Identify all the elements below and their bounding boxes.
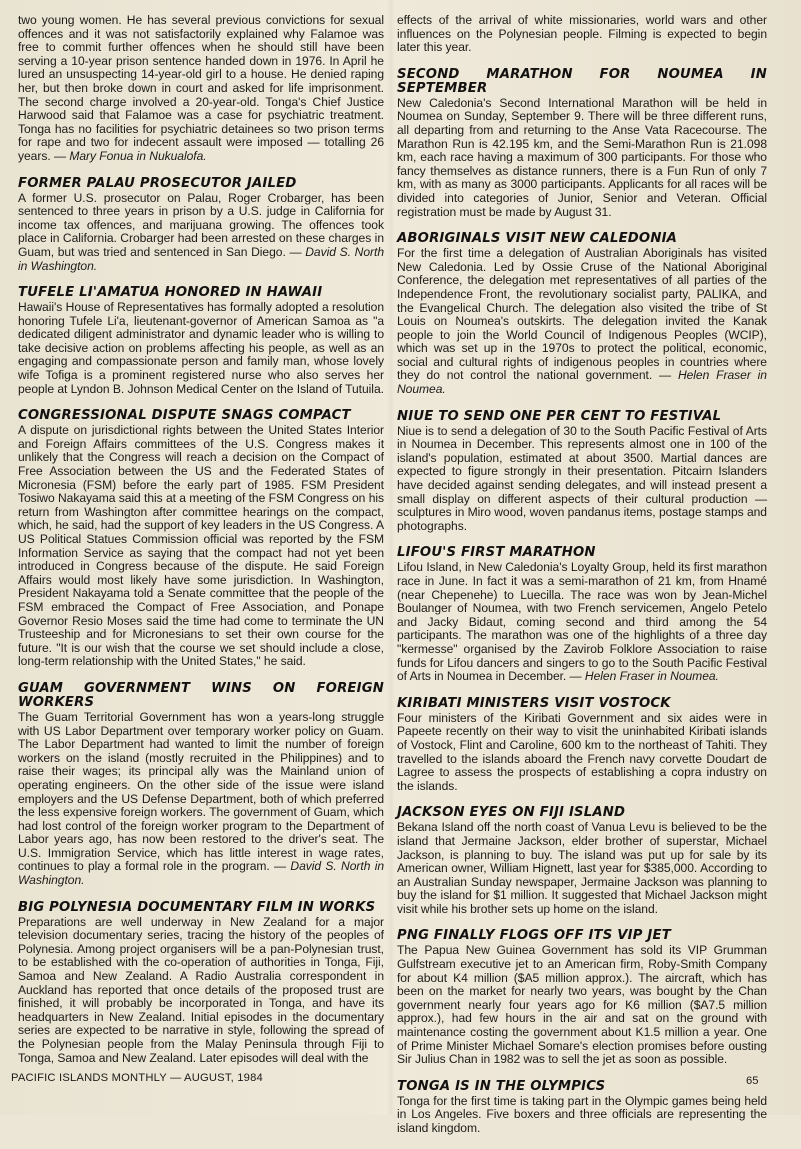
- article-byline: David S. North in Washington.: [18, 859, 385, 888]
- article-kiribati: [397, 697, 767, 794]
- article-marathon: [397, 68, 767, 219]
- article-text: The Guam Territorial Government has won a years-long struggle with US Labor Department over temporary worker policy on Guam. The Labor Department had wanted to limit the number of foreign workers on the island (mostly recruited in the Philippines) and to raise their wages; its principal ally was the Mainland union of operating engineers. On the other side of the issue were island employers and the US Defense Department, both of which preferred the less expensive foreign workers. The government of Guam, which had lost control of the foreign worker program to the Department of Labor years ago, has now been restored to the driver's seat. The U.S. Immigration Service, which has little interest in wage rates, continues to play a formal role in the program. —: [18, 709, 384, 874]
- article-lifou: [397, 546, 767, 683]
- article-text: two young women. He has several previous convictions for sexual offences and it was not satisfactorily explained why Falamoe was free to commit further offences when he should still have been serving a 10-year prison sentence handed down in 1976. In April he lured an unsuspecting 14-year-old girl to a house. He denied raping her, but then broke down in court and asked for life imprisonment. The second charge involved a 20-year-old. Tonga's Chief Justice Harwood said that Falamoe was a case for psychiatric treatment. Tonga has no facilities for psychiatric detainees so two prison terms for rape and two for indecent assault were imposed — totalling 26 years. —: [18, 13, 384, 163]
- article-body: A dispute on jurisdictional rights between the United States Interior and Foreign Affairs committees of the U.S. Congress makes it unlikely that the Congress will reach a decision on the Compact of Free Association between the US and the Federated States of Micronesia (FSM) before the early part of 1985. FSM President Tosiwo Nakayama said this at a meeting of the FSM Congress on his return from Washington after committee hearings on the compact, which, he said, had the support of key leaders in the US Congress. A US Political Statues Commission official was reported by the FSM Information Service as saying that the compact had not yet been introduced in Congress because of the dispute. He said Foreign Affairs would most likely have some jurisdiction. In Washington, President Nakayama told a Senate committee that the people of the FSM embraced the Compact of Free Association, and Ponape Governor Resio Moses said the time had come to terminate the UN Trusteeship and for Micronesians to set their own course for the future. "It is our wish that the course we set should include a close, long-term relationship with the United States," he said.: [18, 423, 384, 669]
- article-body: [18, 711, 384, 888]
- article-tufele: [18, 286, 384, 396]
- article-headline: GUAM GOVERNMENT WINS ON FOREIGN WORKERS: [18, 680, 384, 710]
- article-png: [397, 929, 767, 1066]
- article-byline: Helen Fraser in Noumea.: [397, 368, 767, 397]
- page-number: 65: [746, 1075, 759, 1087]
- article-byline: Mary Fonua in Nukualofa.: [69, 148, 207, 163]
- article-palau: [18, 177, 384, 274]
- article-headline: BIG POLYNESIA DOCUMENTARY FILM IN WORKS: [18, 899, 376, 915]
- article-text: Lifou Island, in New Caledonia's Loyalty Group, held its first marathon race in June. In fact it was a semi-marathon of 21 km, from Hnamé (near Chepenehe) to Luecilla. The race was won by Jean-Michel Boulanger of Noumea, with two French servicemen, Angelo Petelo and Jacky Bidaut, coming second and third among the 54 participants. The marathon was one of the highlights of a three day "kermesse" organised by the Zavirob Folklore Association to raise funds for Lifou dancers and singers to go to the South Pacific Festival of Arts in Noumea in December. —: [397, 560, 767, 684]
- column-gutter: [387, 0, 395, 1115]
- article-headline: TONGA IS IN THE OLYMPICS: [397, 1078, 606, 1094]
- article-headline: LIFOU'S FIRST MARATHON: [397, 545, 596, 561]
- article-body: [18, 14, 384, 164]
- article-headline: NIUE TO SEND ONE PER CENT TO FESTIVAL: [397, 408, 722, 424]
- article-aboriginals: [397, 232, 767, 397]
- article-body: Hawaii's House of Representatives has formally adopted a resolution honoring Tufele Li'a, lieutenant-governor of American Samoa as "a dedicated diligent administrator and dynamic leader who is willing to take decisive action on problems affecting his people, as well as an engaging and compassionate person and family man, whose lovely wife Tofiga is a prominent registered nurse who also serves her people at Lyndon B. Johnson Medical Center on the Island of Tutuila.: [18, 300, 384, 396]
- article-body: Tonga for the first time is taking part in the Olympic games being held in Los Angeles. Five boxers and three officials are representing the island kingdom.: [397, 1093, 767, 1135]
- article-headline: PNG FINALLY FLOGS OFF ITS VIP JET: [397, 928, 671, 944]
- article-headline: ABORIGINALS VISIT NEW CALEDONIA: [397, 231, 678, 247]
- article-text: A former U.S. prosecutor on Palau, Roger Crobarger, has been sentenced to three years in prison by a U.S. judge in California for income tax offences, and marijuana growing. The offences took place in California. Crobarger had been arrested on these charges in Guam, but was tried and sentenced in San Diego. —: [18, 190, 384, 259]
- article-continued: [18, 14, 384, 164]
- article-headline: KIRIBATI MINISTERS VISIT VOSTOCK: [397, 695, 671, 711]
- left-column: [18, 14, 384, 1078]
- article-headline: TUFELE LI'AMATUA HONORED IN HAWAII: [18, 285, 323, 301]
- article-text: For the first time a delegation of Australian Aboriginals has visited New Caledonia. Led by Ossie Cruse of the National Aboriginal Conference, the delegation met representatives of all parties of the Independence Front, the revolutionary socialist party, PALIKA, and the Evangelical Church. The delegation also visited the tribe of St Louis on Noumea's outskirts. The delegation invited the Kanak people to join the World Council of Indigenous Peoples (WCIP), which was set up in the 1970s to protect the political, economic, social and cultural rights of indigenous peoples in countries where they do not control the national government. —: [397, 246, 767, 383]
- article-headline: CONGRESSIONAL DISPUTE SNAGS COMPACT: [18, 408, 351, 424]
- article-byline: David S. North in Washington.: [18, 244, 384, 273]
- article-body: Bekana Island off the north coast of Vanua Levu is believed to be the island that Jermaine Jackson, elder brother of superstar, Michael Jackson, is planning to buy. The island was put up for sale by its American owner, William Hignett, last year for $385,000. According to an Australian Sunday newspaper, Jermaine Jackson was planning to buy the island for $1 million. It suggested that Michael Jackson might visit while his brother sets up home on the island.: [397, 820, 767, 916]
- article-niue: [397, 410, 767, 534]
- article-body: effects of the arrival of white missionaries, world wars and other influences on the Polynesian people. Filming is expected to begin later this year.: [397, 13, 767, 55]
- article-body: The Papua New Guinea Government has sold its VIP Grumman Gulfstream executive jet to an American firm, Roby-Smith Company for about K4 million ($A5 million approx.). The aircraft, which has been on the market for nearly two years, was bought by the Chan government nearly four years ago for K6 million ($A7.5 million approx.), had few hours in the air and sat on the ground with maintenance costing the government about K1.5 million a year. One of Prime Minister Michael Somare's election promises before ousting Sir Julius Chan in 1982 was to sell the jet as soon as possible.: [397, 943, 767, 1067]
- article-body: Preparations are well underway in New Zealand for a major television documentary series, tracing the history of the peoples of Polynesia. Among project organisers will be a pan-Polynesian trust, to be established with the co-operation of authorities in Tonga, Fiji, Samoa and New Zealand. A Radio Australia correspondent in Auckland has reported that once details of the proposed trust are finished, it will probably be incorporated in Tonga, and have its headquarters in New Zealand. Initial episodes in the documentary series are expected to be narrative in style, following the spread of the Polynesian people from the Malay Peninsula through Fiji to Tonga, Samoa and New Zealand. Later episodes will deal with the: [18, 914, 384, 1065]
- article-jackson: [397, 806, 767, 916]
- article-tonga: [397, 1080, 767, 1136]
- article-byline: Helen Fraser in Noumea.: [584, 669, 719, 684]
- article-body: [397, 247, 767, 397]
- article-body: New Caledonia's Second International Marathon will be held in Noumea on Sunday, September 9. There will be three different runs, all departing from and returning to the Anse Vata Racecourse. The Marathon Run is 42.195 km, and the Semi-Marathon Run is 21.098 km, each race having a maximum of 300 participants. For those who fancy themselves as distance runners, there is a Fun Run of only 7 km, with as many as 3000 participants. Applicants for all races will be divided into categories of Junior, Senior and Veteran. Official registration must be made by August 31.: [397, 95, 767, 219]
- right-column: [397, 14, 767, 1149]
- article-headline: SECOND MARATHON FOR NOUMEA IN SEPTEMBER: [397, 66, 767, 96]
- article-body: [397, 561, 767, 683]
- article-body: [18, 192, 384, 274]
- publication-footer: PACIFIC ISLANDS MONTHLY — AUGUST, 1984: [11, 1072, 263, 1084]
- article-guam: [18, 682, 384, 888]
- article-headline: FORMER PALAU PROSECUTOR JAILED: [18, 175, 297, 191]
- article-polynesia: [18, 901, 384, 1066]
- article-polynesia-continued: [397, 14, 767, 55]
- article-body: Four ministers of the Kiribati Government and six aides were in Papeete recently on their way to visit the uninhabited Kiribati islands of Vostock, Flint and Caroline, 600 km to the northeast of Tahiti. They travelled to the islands aboard the French navy corvette Doudart de Lagree to assess the prospects of establishing a copra industry on the islands.: [397, 710, 767, 793]
- article-congress: [18, 409, 384, 669]
- article-body: Niue is to send a delegation of 30 to the South Pacific Festival of Arts in Noumea in December. This represents almost one in 100 of the island's population, estimated at about 3500. Martial dances are expected to figure strongly in their presentation. Pitcairn Islanders have decided against sending delegates, and will instead present a small display on different aspects of their cultural production — sculptures in Miro wood, woven pandanus items, postage stamps and photographs.: [397, 423, 767, 533]
- article-headline: JACKSON EYES ON FIJI ISLAND: [397, 805, 626, 821]
